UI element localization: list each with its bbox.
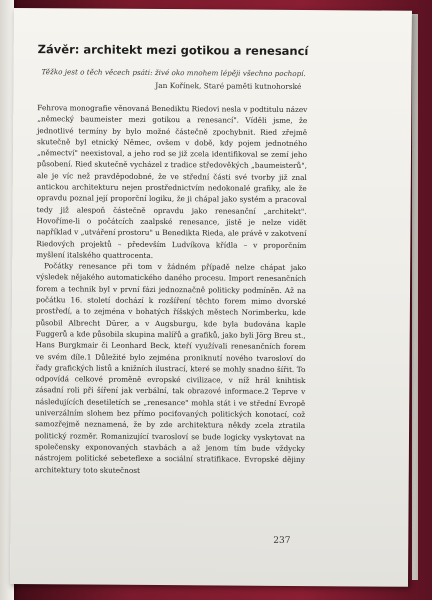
body-paragraph-1: Fehrova monografie věnovaná Benediktu Riedovi nesla v podtitulu název „německý baumeister mezi gotikou a renesancí". Víděli jsme, že jednotlivé termíny by bylo možné částečně zpochybnit. Ried zřejmě skutečně byl etnický Němec, ovšem v době, kdy pojem jednotného „němectví" neexistoval, a jeho rod se již zcela identifikoval se zemí jeho působení. Ried skutečně vycházel z tradice středověkých „baumeisterů", ale je víc než pravděpodobné, že ve střední části své tvorby již znal antickou architekturu nejen prostřednictvím nedokonalé grafiky, ale že opravdu poznal její proporční logiku, že ji chápal jako systém a pracoval tedy již alespoň částečně opravdu jako renesanční „architekt". Hovoříme-li o počátcích zaalpské renesance, jistě je nelze vidět například v „utváření prostoru" u Benedikta Rieda, ale právě v zakotvení Riedových projektů – především Ludvíkova křídla – v proporčním myšlení italského quattrocenta.: [36, 103, 308, 260]
epigraph: Těžko jest o těch věcech psáti: živé oko mnohem lépěji všechno pochopí.: [41, 67, 306, 79]
chapter-heading: Závěr: architekt mezi gotikou a renesancí: [37, 42, 309, 59]
page-block-edge: [412, 14, 418, 580]
body-paragraph-2: Počátky renesance při tom v žádném případě nelze chápat jako výsledek nějakého automatického daného procesu. Import renesančních forem a technik byl v první fázi jednoznačně politicky podmíněn. Až na počátku 16. století dochází k rozšíření těchto forem mimo dvorské prostředí, a to zejména v bohatých říšských městech Norimberku, kde působil Albrecht Dürer, a v Augsburgu, kde byla budována kaple Fuggerů a kde působila skupina malířů a grafiků, jako byli Jörg Breu st., Hans Burgkmair či Leonhard Beck, kteří využívali renesančních forem ve svém díle.1 Důležité bylo zejména proniknutí nového tvarosloví do řady grafických listů a knižních ilustrací, které se mohly snadno šířit. To odpovídá celkové proměně evropské civilizace, v níž hrál knihtisk zásadní roli při šíření jak verbální, tak obrazové informace.2 Teprve v následujících desetiletích se „renesance" mohla stát i ve střední Evropě univerzálním slohem bez přímo pociťovaných politických konotací, což samozřejmě neznamená, že by zde architektura někdy zcela ztratila politický rozměr. Romanizující tvarosloví se bude logicky vyskytovat na společensky exponovaných stavbách a až jenom tím bude vždycky nástrojem politické sebeteflexe a sociální stratifikace. Evropské dějiny architektury toto skutečnost: [34, 261, 307, 475]
book-page: [10, 8, 412, 587]
epigraph-source: Jan Kořínek, Staré paměti kutnohorské: [155, 80, 302, 92]
page-content: [35, 42, 308, 477]
page-number: 237: [273, 535, 291, 546]
